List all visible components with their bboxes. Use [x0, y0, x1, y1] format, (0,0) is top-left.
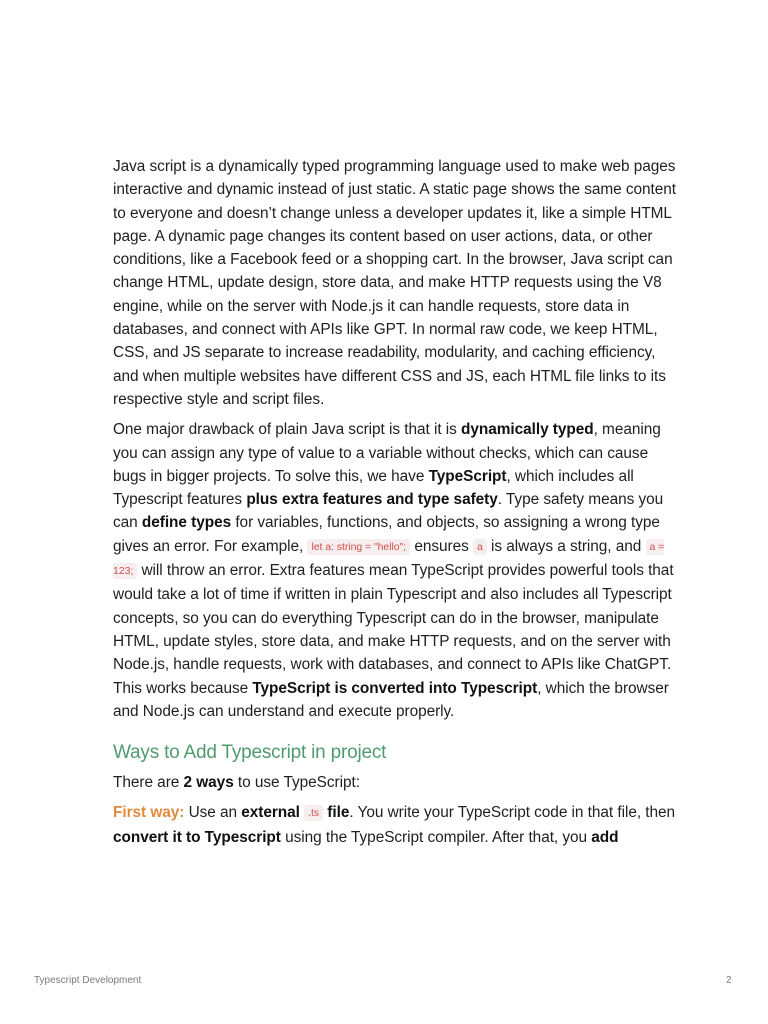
emphasis: define types [141, 514, 232, 532]
page-number: 2 [726, 975, 732, 986]
emphasis: convert it to Typescript [113, 828, 281, 846]
emphasis: file [323, 804, 350, 822]
emphasis: external [241, 804, 300, 822]
text: for variables, functions, and objects, so assigning a wrong type gives an error. For example, [113, 514, 660, 555]
text: One major drawback of plain Java script is that it is [113, 421, 462, 439]
text: Use an [184, 804, 242, 822]
footer-title: Typescript Development [34, 975, 142, 986]
emphasis: dynamically typed [461, 421, 594, 439]
text: , which includes all Typescript features [113, 467, 634, 509]
emphasis: plus extra features and type safety [246, 491, 498, 509]
text: There are [113, 774, 184, 792]
text: . You write your TypeScript code in that file, then [349, 804, 676, 822]
emphasis: 2 ways [183, 774, 234, 792]
text: . Type safety means you can [113, 491, 664, 532]
emphasis: TypeScript is converted into Typescript [252, 679, 538, 697]
text: will throw an error. Extra features mean TypeScript provides powerful tools that would take a lot of time if written in plain Typescript and also includes all Typescript concepts, so you can do everything Typescript can do in the browser, manipulate HTML, update styles, store data, and make HTTP requests, and on the server with Node.js, handle requests, work with databases, and connect to APIs like ChatGPT. This works because [113, 562, 674, 697]
text: , which the browser and Node.js can understand and execute properly. [113, 679, 669, 720]
text: is always a string, and [486, 537, 646, 555]
document-body [113, 155, 683, 856]
inline-code: let a: string = "hello"; [307, 539, 410, 555]
inline-code: a [473, 539, 487, 555]
paragraph-first-way [113, 801, 683, 849]
paragraph-ways [113, 771, 683, 794]
paragraph-intro: Java script is a dynamically typed programming language used to make web pages interactive and dynamic instead of just static. A static page shows the same content to everyone and doesn’t change unless a developer updates it, like a simple HTML page. A dynamic page changes its content based on user actions, data, or other conditions, like a Facebook feed or a shopping cart. In the browser, Java script can change HTML, update design, store data, and make HTTP requests using the V8 engine, while on the server with Node.js it can handle requests, store data in databases, and connect with APIs like GPT. In normal raw code, we keep HTML, CSS, and JS separate to increase readability, modularity, and caching efficiency, and when multiple websites have different CSS and JS, each HTML file links to its respective style and script files. [113, 158, 676, 408]
section-heading: Ways to Add Typescript in project [113, 742, 387, 764]
text: , meaning you can assign any type of value to a variable without checks, which can cause bugs in bigger projects. To solve this, we have [113, 421, 661, 485]
emphasis: add [591, 828, 619, 846]
first-way-label: First way: [113, 804, 185, 822]
text: ensures [410, 537, 473, 555]
inline-code: .ts [304, 805, 323, 821]
emphasis: TypeScript [428, 467, 507, 485]
text: using the TypeScript compiler. After that, you [280, 828, 592, 846]
inline-code: a = 123; [113, 540, 665, 578]
paragraph-typescript [113, 418, 683, 723]
text: to use TypeScript: [233, 774, 360, 792]
